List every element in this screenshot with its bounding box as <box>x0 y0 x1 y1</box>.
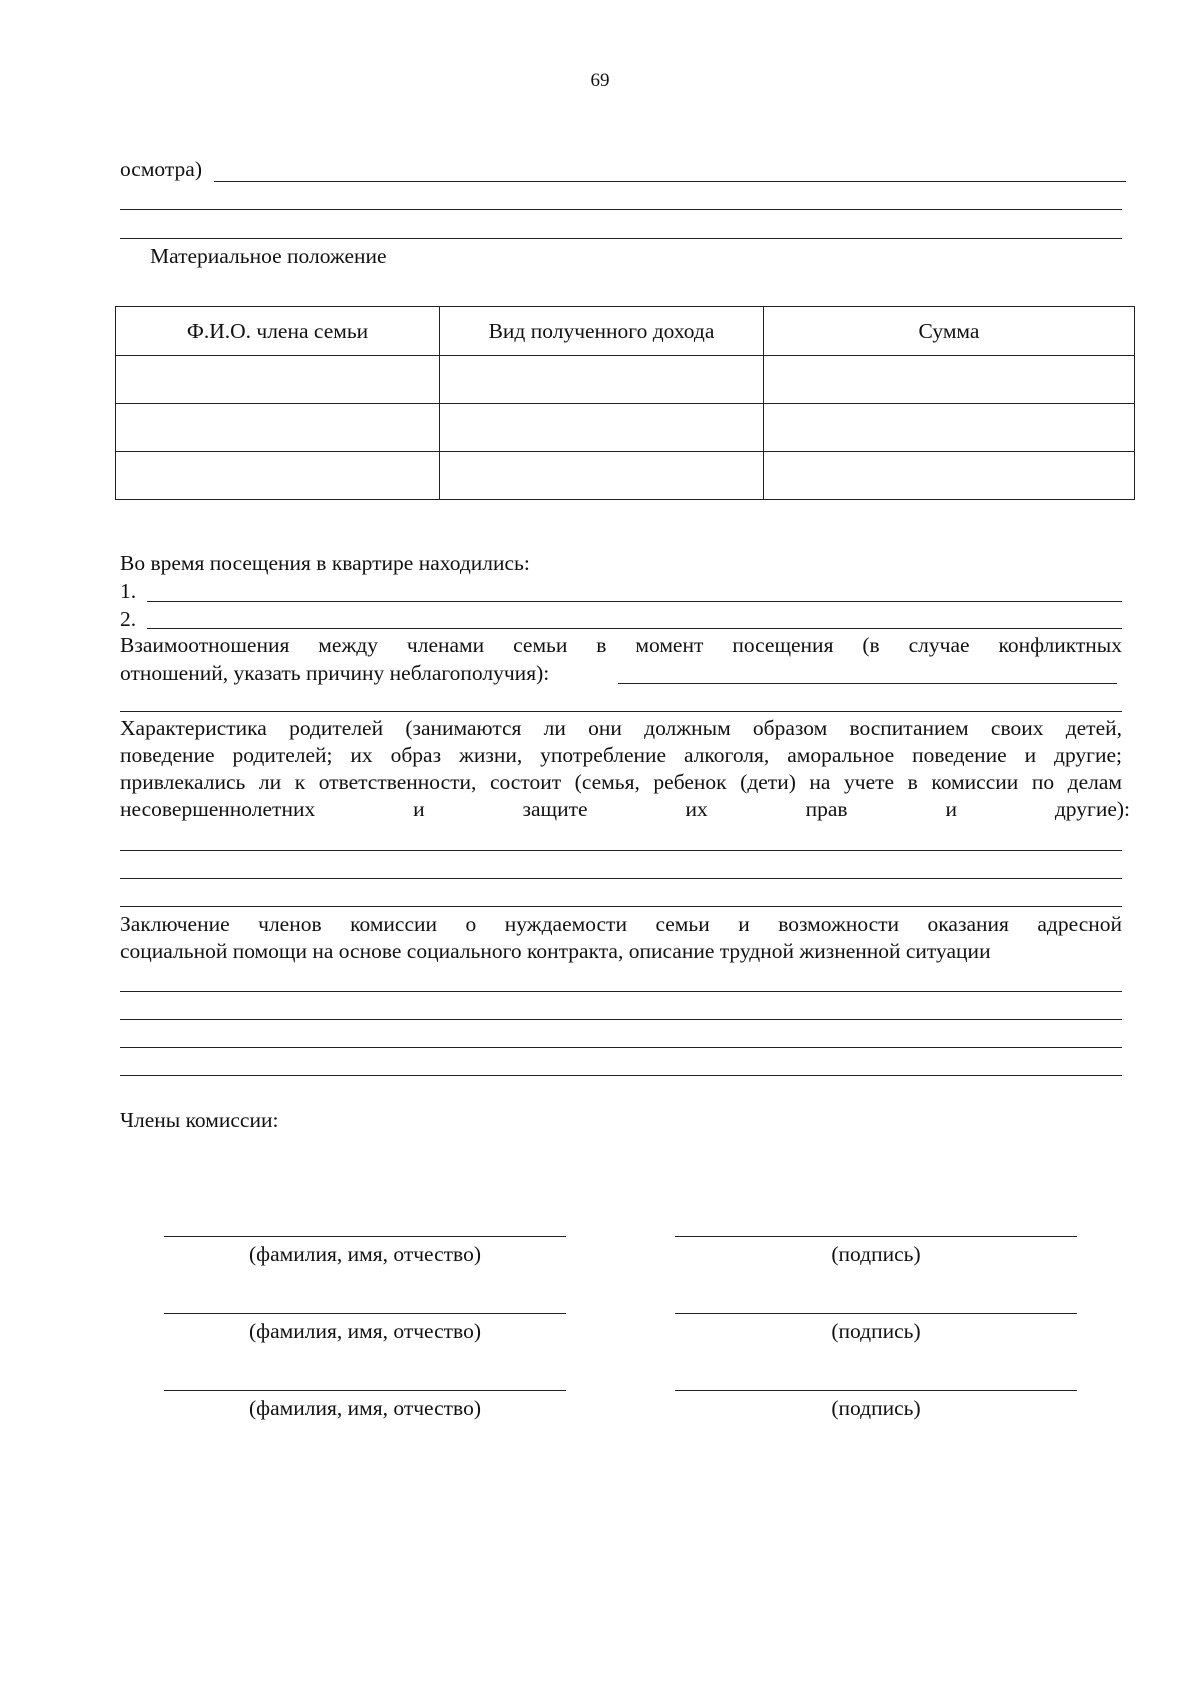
column-header-amount: Сумма <box>764 307 1135 356</box>
conclusion-fill-line-4[interactable] <box>120 1075 1122 1076</box>
exam-label: осмотра) <box>120 157 203 181</box>
present-item-1-label: 1. <box>120 579 137 603</box>
conclusion-fill-line-1[interactable] <box>120 991 1122 992</box>
parents-word: и <box>945 797 957 821</box>
parents-fill-line-2[interactable] <box>120 878 1122 879</box>
table-cell[interactable] <box>440 404 764 452</box>
present-heading: Во время посещения в квартире находились: <box>120 551 530 575</box>
page-number: 69 <box>590 70 610 91</box>
parents-word: другие): <box>1054 797 1130 821</box>
table-header-row <box>116 307 1135 356</box>
relations-fill-line-2[interactable] <box>120 711 1122 712</box>
parents-word: и <box>413 797 425 821</box>
material-heading: Материальное положение <box>150 244 387 268</box>
table-row <box>116 356 1135 404</box>
parents-fill-line-1[interactable] <box>120 850 1122 851</box>
parents-word: их <box>685 797 708 821</box>
parents-fill-line-3[interactable] <box>120 906 1122 907</box>
parents-word: несовершеннолетних <box>120 797 316 821</box>
name-caption-3: (фамилия, имя, отчество) <box>249 1396 481 1420</box>
parents-word: защите <box>522 797 588 821</box>
table-row <box>116 404 1135 452</box>
income-table <box>115 306 1135 500</box>
name-caption-2: (фамилия, имя, отчество) <box>249 1319 481 1343</box>
conclusion-fill-line-3[interactable] <box>120 1047 1122 1048</box>
relations-line-1: Взаимоотношения между членами семьи в момент посещения (в случае конфликтных <box>120 633 1122 657</box>
present-item-1-line[interactable] <box>147 601 1122 602</box>
present-item-2-line[interactable] <box>147 628 1122 629</box>
signature-line-1[interactable] <box>675 1236 1077 1237</box>
commission-heading: Члены комиссии: <box>120 1108 279 1132</box>
relations-fill-line-1[interactable] <box>618 683 1117 684</box>
signature-line-3[interactable] <box>675 1390 1077 1391</box>
table-cell[interactable] <box>764 356 1135 404</box>
signature-caption-2: (подпись) <box>831 1319 921 1343</box>
conclusion-line-2: социальной помощи на основе социального контракта, описание трудной жизненной ситуации <box>120 939 991 963</box>
parents-line-4 <box>120 796 1130 823</box>
conclusion-fill-line-2[interactable] <box>120 1019 1122 1020</box>
parents-line-2: поведение родителей; их образ жизни, употребление алкоголя, аморальное поведение и другие; <box>120 743 1122 767</box>
exam-fill-line-2[interactable] <box>120 209 1122 210</box>
parents-word: прав <box>805 797 848 821</box>
relations-line-2: отношений, указать причину неблагополучия): <box>120 661 550 685</box>
column-header-family-member: Ф.И.О. члена семьи <box>116 307 440 356</box>
present-item-2-label: 2. <box>120 607 137 631</box>
exam-fill-line-3[interactable] <box>120 238 1122 239</box>
table-cell[interactable] <box>116 404 440 452</box>
name-line-3[interactable] <box>164 1390 566 1391</box>
name-line-1[interactable] <box>164 1236 566 1237</box>
name-line-2[interactable] <box>164 1313 566 1314</box>
table-cell[interactable] <box>440 356 764 404</box>
table-cell[interactable] <box>764 452 1135 500</box>
table-cell[interactable] <box>116 356 440 404</box>
parents-line-3: привлекались ли к ответственности, состоит (семья, ребенок (дети) на учете в комиссии по делам <box>120 770 1122 794</box>
table-row <box>116 452 1135 500</box>
conclusion-line-1: Заключение членов комиссии о нуждаемости семьи и возможности оказания адресной <box>120 912 1122 936</box>
signature-caption-1: (подпись) <box>831 1242 921 1266</box>
exam-fill-line-1[interactable] <box>214 181 1126 182</box>
signature-line-2[interactable] <box>675 1313 1077 1314</box>
table-cell[interactable] <box>440 452 764 500</box>
signature-caption-3: (подпись) <box>831 1396 921 1420</box>
parents-line-1: Характеристика родителей (занимаются ли они должным образом воспитанием своих детей, <box>120 716 1122 740</box>
column-header-income-type: Вид полученного дохода <box>440 307 764 356</box>
name-caption-1: (фамилия, имя, отчество) <box>249 1242 481 1266</box>
table-cell[interactable] <box>116 452 440 500</box>
table-cell[interactable] <box>764 404 1135 452</box>
